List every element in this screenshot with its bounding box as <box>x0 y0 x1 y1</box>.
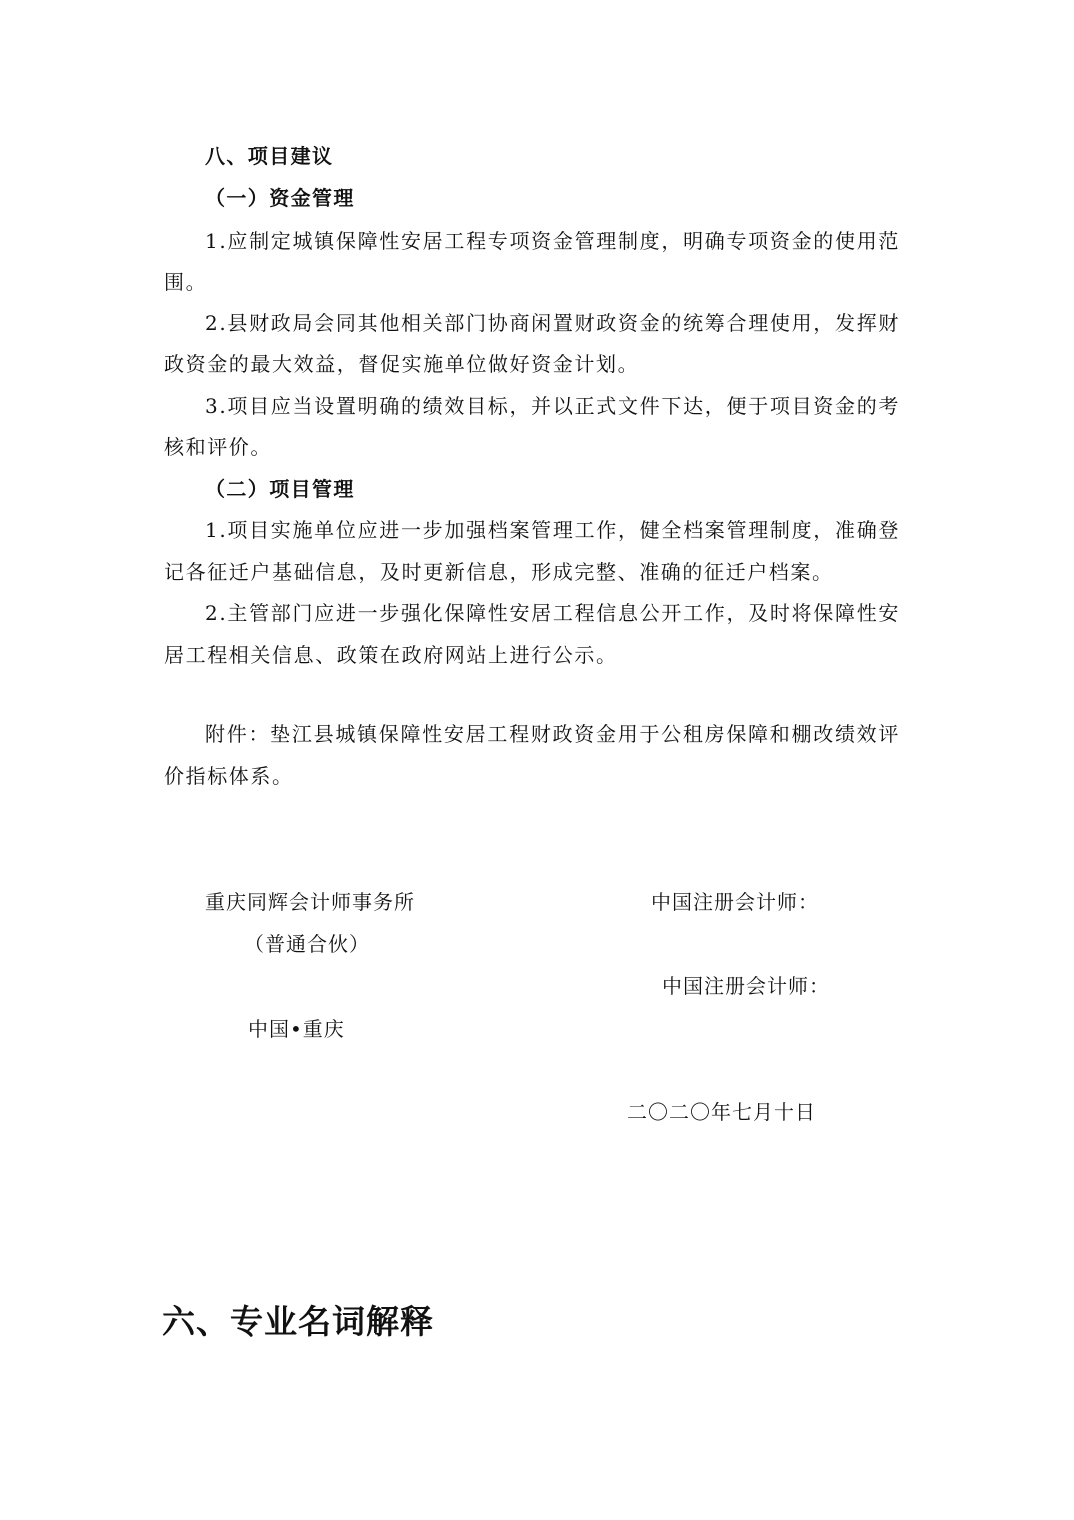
firm-type: （普通合伙） <box>244 932 370 956</box>
firm-name: 重庆同辉会计师事务所 <box>205 890 415 914</box>
funds-item-2-line-1: 2.县财政局会同其他相关部门协商闲置财政资金的统筹合理使用，发挥财 <box>205 311 900 335</box>
report-date: 二〇二〇年七月十日 <box>627 1100 816 1124</box>
firm-location: 中国•重庆 <box>248 1017 345 1041</box>
attachment-line-2: 价指标体系。 <box>164 764 294 788</box>
section-heading: 八、项目建议 <box>205 144 334 168</box>
funds-item-3-line-2: 核和评价。 <box>164 435 272 459</box>
funds-item-1-line-2: 围。 <box>164 270 208 294</box>
attachment-line-1: 附件：垫江县城镇保障性安居工程财政资金用于公租房保障和棚改绩效评 <box>205 722 900 746</box>
project-item-1-line-1: 1.项目实施单位应进一步加强档案管理工作，健全档案管理制度，准确登 <box>205 518 900 542</box>
next-section-heading: 六、专业名词解释 <box>162 1302 434 1341</box>
cpa-signature-label-1: 中国注册会计师： <box>651 890 819 914</box>
project-item-2-line-1: 2.主管部门应进一步强化保障性安居工程信息公开工作，及时将保障性安 <box>205 601 900 625</box>
funds-item-2-line-2: 政资金的最大效益，督促实施单位做好资金计划。 <box>164 352 640 376</box>
cpa-signature-label-2: 中国注册会计师： <box>662 974 830 998</box>
project-item-2-line-2: 居工程相关信息、政策在政府网站上进行公示。 <box>164 643 618 667</box>
subsection-heading-funds: （一）资金管理 <box>205 186 355 210</box>
funds-item-1-line-1: 1.应制定城镇保障性安居工程专项资金管理制度，明确专项资金的使用范 <box>205 229 900 253</box>
subsection-heading-project: （二）项目管理 <box>205 477 355 501</box>
funds-item-3-line-1: 3.项目应当设置明确的绩效目标，并以正式文件下达，便于项目资金的考 <box>205 394 900 418</box>
project-item-1-line-2: 记各征迁户基础信息，及时更新信息，形成完整、准确的征迁户档案。 <box>164 560 834 584</box>
